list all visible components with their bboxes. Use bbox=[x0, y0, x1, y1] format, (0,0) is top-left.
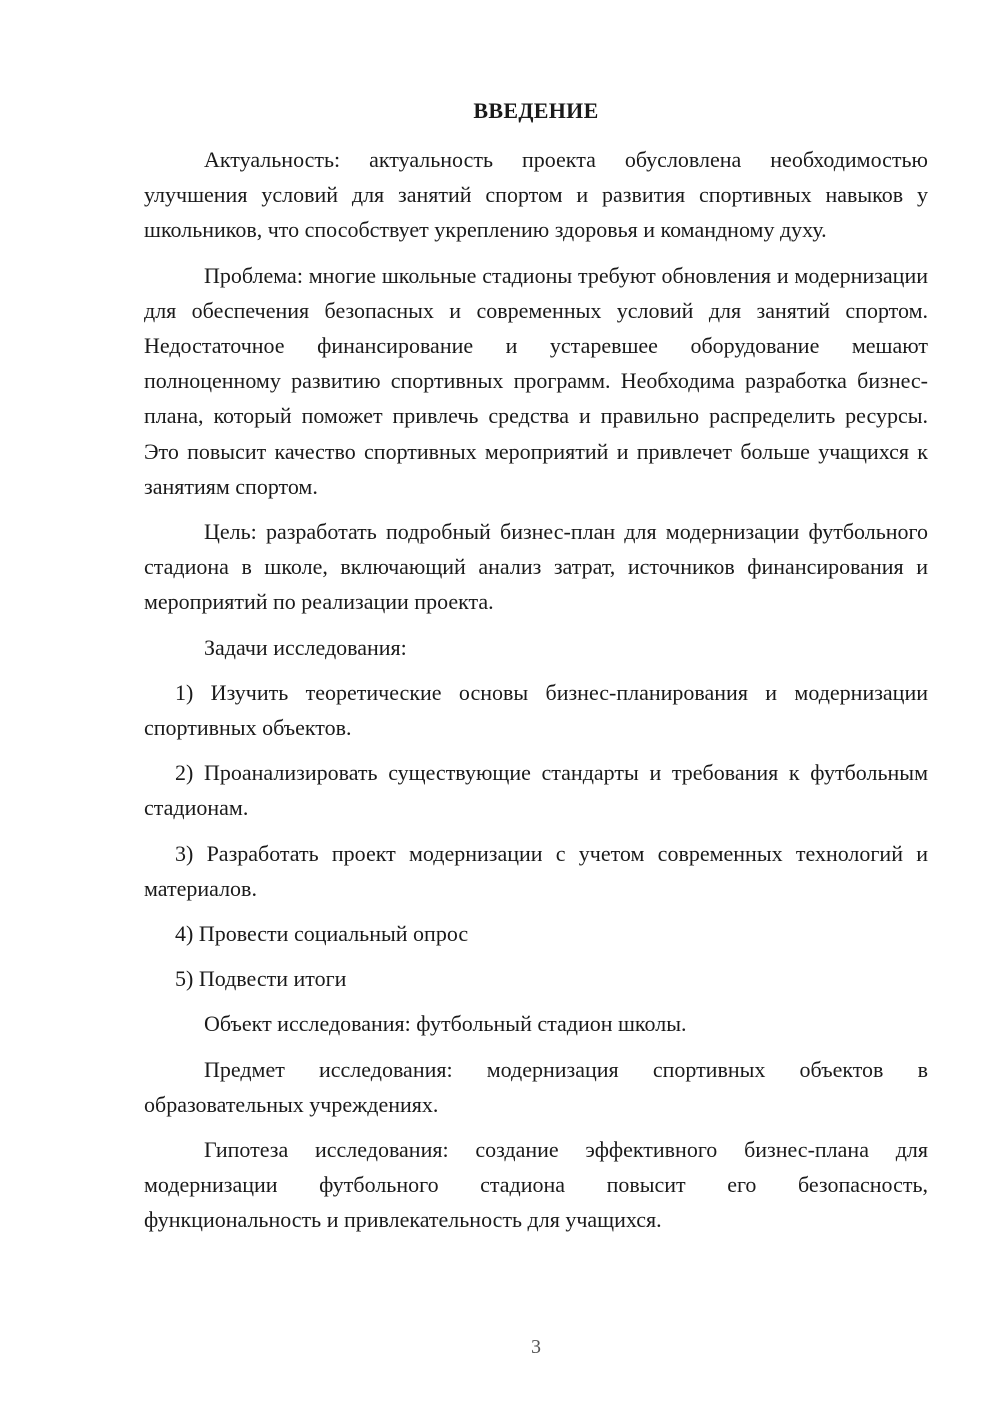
task-item-1: 1) Изучить теоретические основы бизнес-планирования и модернизации спортивных объектов. bbox=[144, 679, 928, 741]
task-item-5: 5) Подвести итоги bbox=[175, 966, 347, 992]
goal-paragraph: Цель: разработать подробный бизнес-план для модернизации футбольного стадиона в школе, включающий анализ затрат, источников финансирования и мероприятий по реализации проекта. bbox=[144, 519, 928, 615]
relevance-paragraph: Актуальность: актуальность проекта обусловлена необходимостью улучшения условий для занятий спортом и развития спортивных навыков у школьников, что способствует укреплению здоровья и командному духу. bbox=[144, 147, 928, 243]
hypothesis-paragraph: Гипотеза исследования: создание эффективного бизнес-плана для модернизации футбольного стадиона повысит его безопасность, функциональность и привлекательность для учащихся. bbox=[144, 1137, 928, 1233]
problem-paragraph: Проблема: многие школьные стадионы требуют обновления и модернизации для обеспечения безопасных и современных условий для занятий спортом. Недостаточное финансирование и устаревшее оборудование мешают полноценному развитию спортивных программ. Необходима разработка бизнес-плана, который поможет привлечь средства и правильно распределить ресурсы. Это повысит качество спортивных мероприятий и привлечет больше учащихся к занятиям спортом. bbox=[144, 262, 928, 499]
subject-paragraph: Предмет исследования: модернизация спортивных объектов в образовательных учреждениях. bbox=[144, 1056, 928, 1117]
task-item-3: 3) Разработать проект модернизации с учетом современных технологий и материалов. bbox=[144, 840, 928, 901]
task-item-4: 4) Провести социальный опрос bbox=[175, 921, 469, 947]
tasks-intro: Задачи исследования: bbox=[204, 634, 407, 660]
page-number: 3 bbox=[531, 1336, 541, 1358]
section-heading: ВВЕДЕНИЕ bbox=[473, 98, 599, 123]
document-body bbox=[144, 142, 928, 1248]
object-paragraph: Объект исследования: футбольный стадион школы. bbox=[204, 1011, 687, 1037]
task-item-2: 2) Проанализировать существующие стандарты и требования к футбольным стадионам. bbox=[144, 760, 928, 821]
